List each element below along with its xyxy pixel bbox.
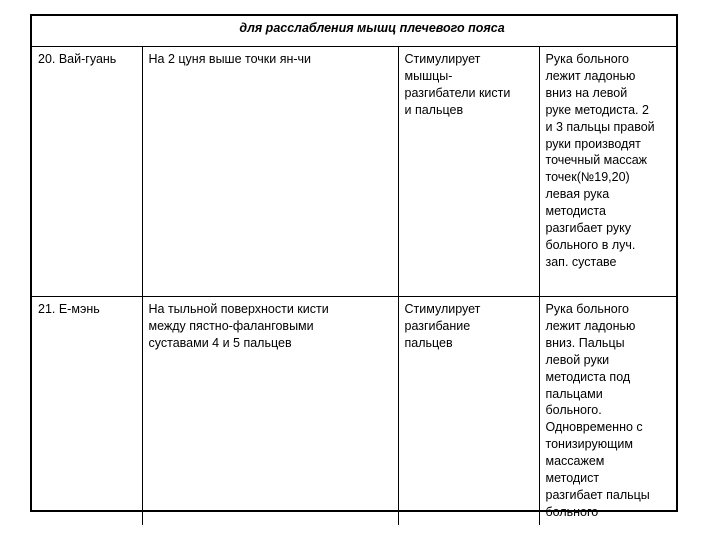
technique-cell bbox=[539, 297, 676, 525]
table-title: для расслабления мышц плечевого пояса bbox=[239, 21, 505, 35]
point-name: 20. Вай-гуань bbox=[38, 52, 117, 66]
point-location: На 2 цуня выше точки ян-чи bbox=[148, 52, 312, 66]
point-cell bbox=[32, 297, 142, 525]
point-technique: Рука больного лежит ладонью вниз на левой руке методиста. 2 и 3 пальцы правой руки производят точечный массаж точек(№19,20) левая рука методиста разгибает руку больного в луч. зап. суставе bbox=[545, 52, 655, 269]
table-row bbox=[32, 297, 676, 525]
point-effect: Стимулирует мышцы- разгибатели кисти и пальцев bbox=[404, 52, 511, 117]
table-title-row bbox=[32, 16, 676, 47]
technique-cell bbox=[539, 47, 676, 297]
location-cell bbox=[142, 297, 398, 525]
point-effect: Стимулирует разгибание пальцев bbox=[404, 302, 481, 350]
location-cell bbox=[142, 47, 398, 297]
point-technique: Рука больного лежит ладонью вниз. Пальцы левой руки методиста под пальцами больного. Одновременно с тонизирующим массажем методист разгибает пальцы больного bbox=[545, 302, 650, 519]
table-title-cell bbox=[32, 16, 676, 47]
table-row bbox=[32, 47, 676, 297]
point-location: На тыльной поверхности кисти между пястно-фаланговыми суставами 4 и 5 пальцев bbox=[148, 302, 329, 350]
effect-cell bbox=[398, 297, 539, 525]
point-cell bbox=[32, 47, 142, 297]
effect-cell bbox=[398, 47, 539, 297]
table-grid bbox=[32, 16, 676, 525]
point-name: 21. Е-мэнь bbox=[38, 302, 100, 316]
massage-points-table bbox=[30, 14, 678, 519]
